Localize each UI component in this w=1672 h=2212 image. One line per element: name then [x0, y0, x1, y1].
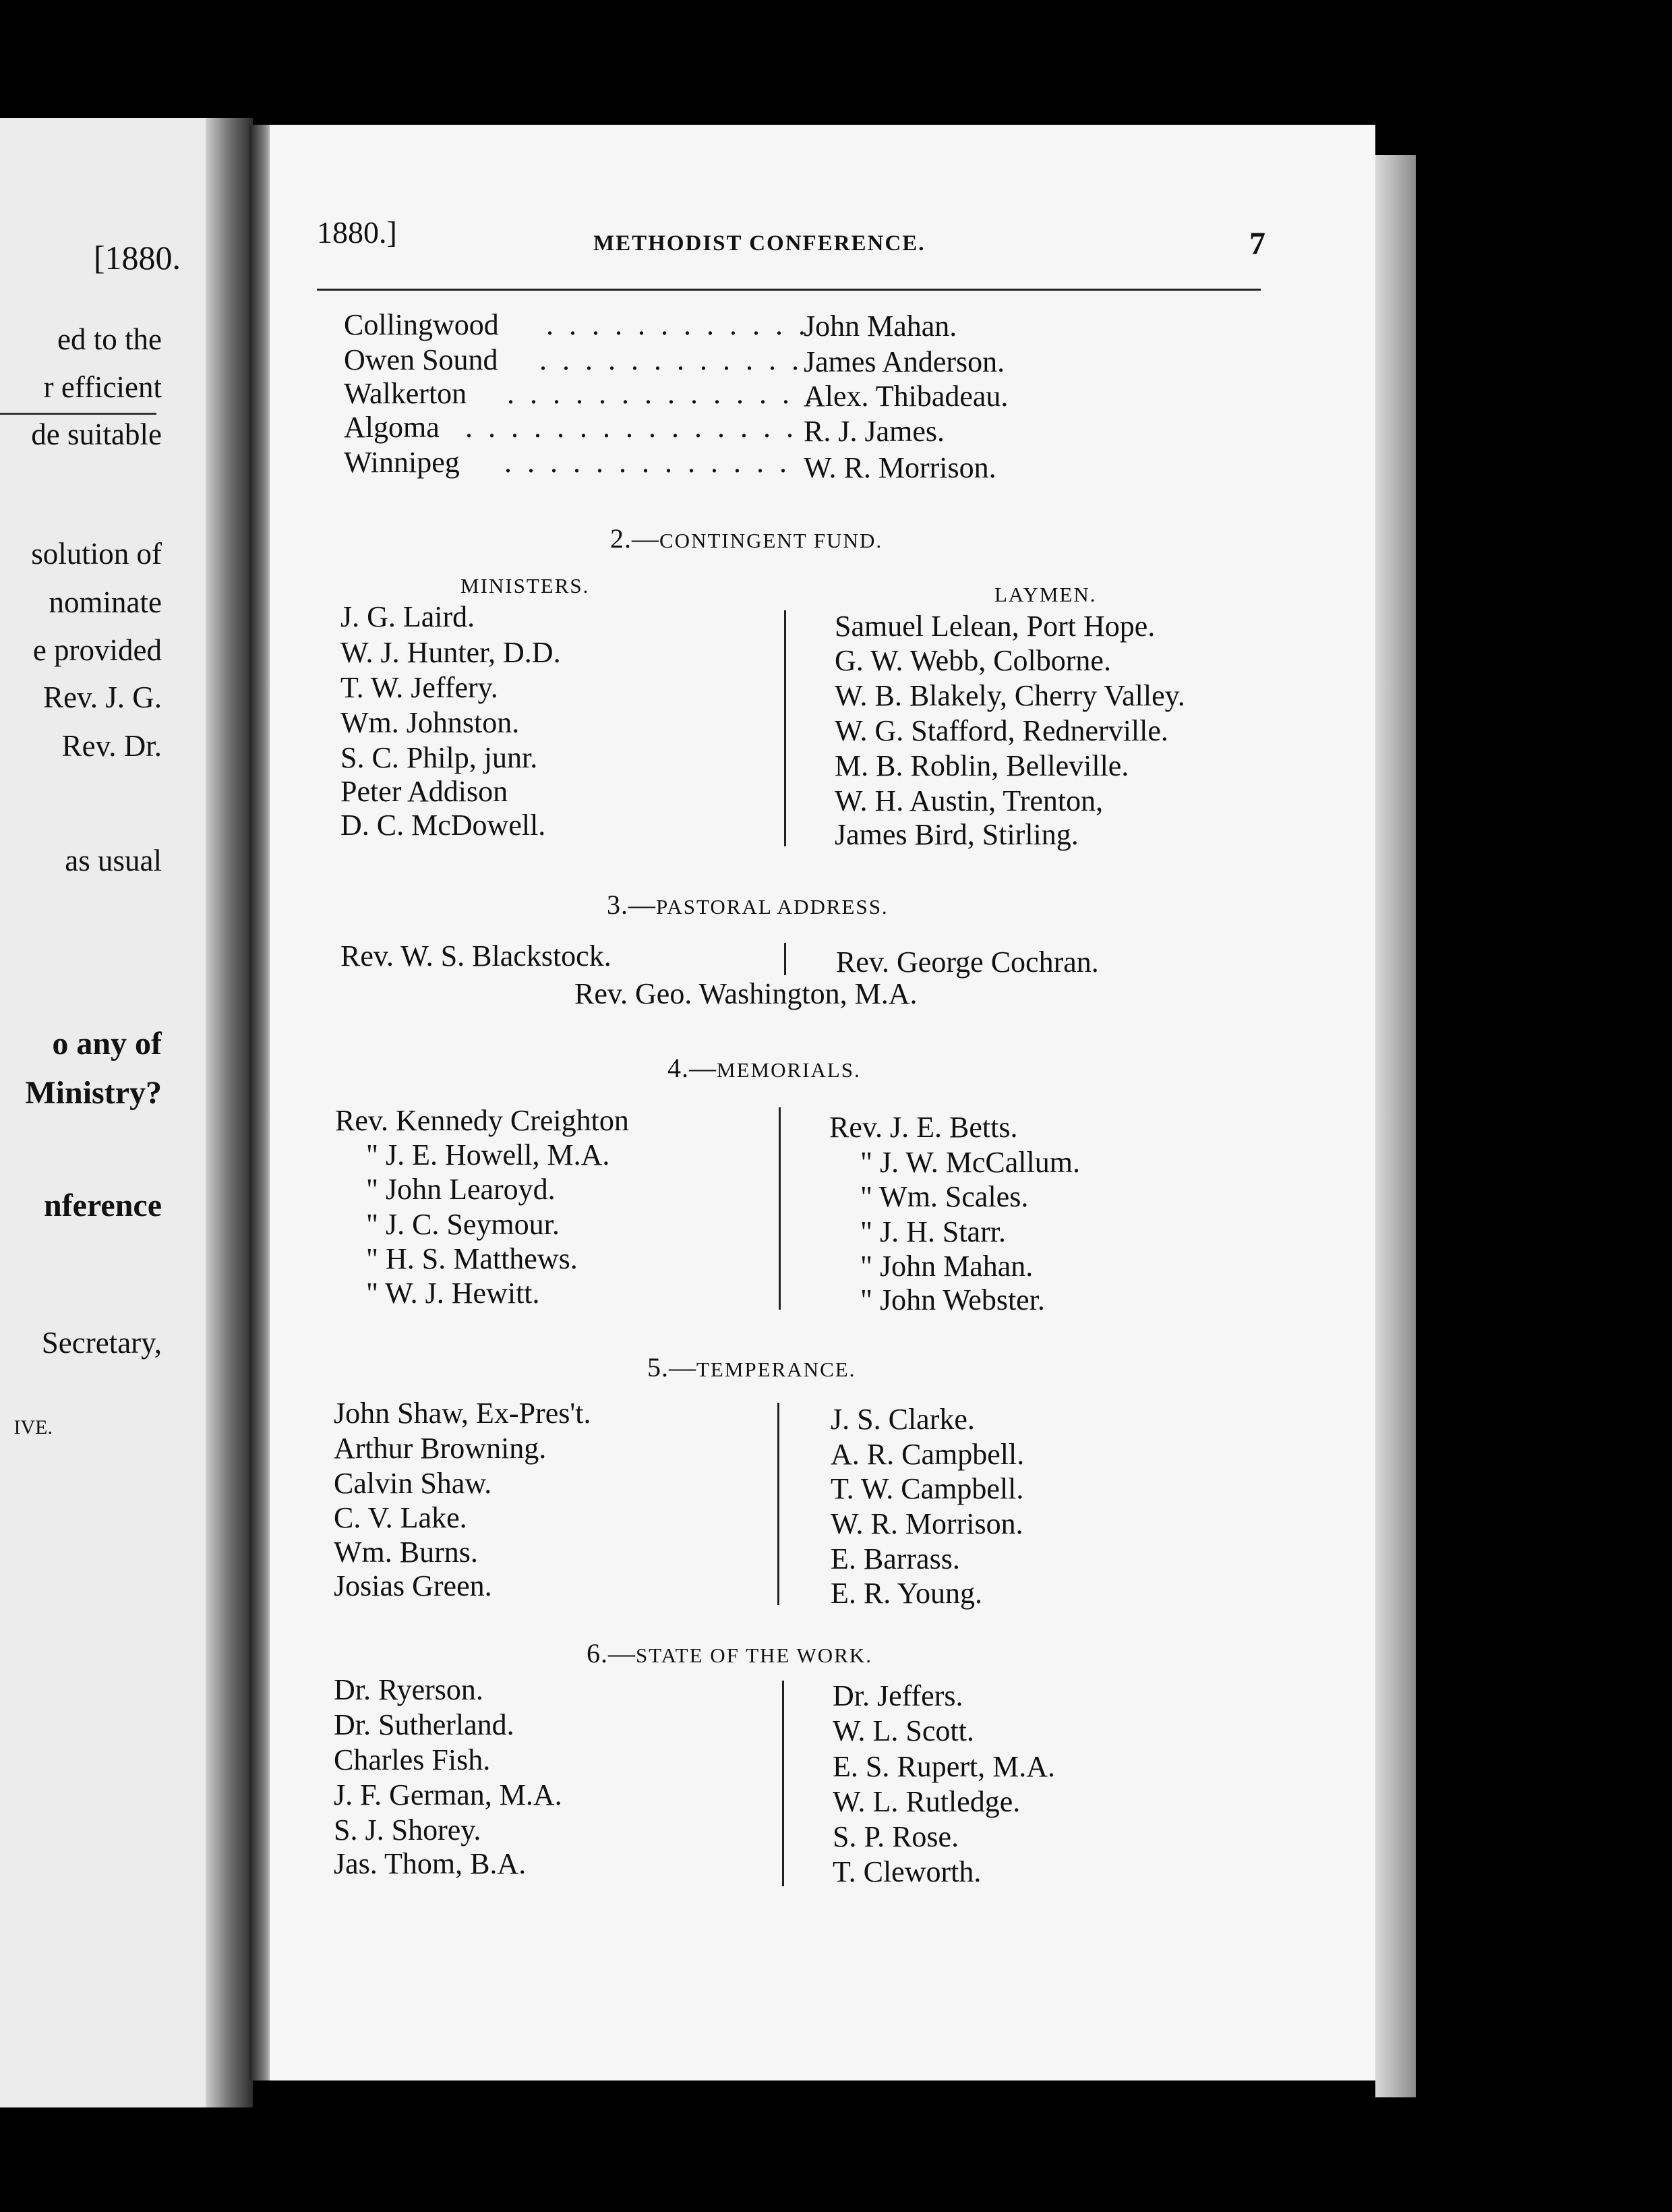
district-chairman: Alex. Thibadeau. [804, 380, 1009, 413]
committee-member: Rev. J. E. Betts. [829, 1111, 1018, 1144]
district-chairman: R. J. James. [804, 415, 945, 448]
left-page-line: Secretary, [41, 1326, 162, 1360]
book-gutter [206, 118, 253, 2107]
committee-member: " Wm. Scales. [860, 1180, 1029, 1213]
committee-member: Rev. George Cochran. [836, 945, 1099, 979]
section-number: 6.— [587, 1638, 636, 1668]
committee-member: Dr. Sutherland. [334, 1708, 514, 1741]
section-number: 2.— [610, 523, 659, 554]
committee-member: " J. E. Howell, M.A. [366, 1138, 610, 1171]
committee-member: " John Webster. [860, 1283, 1045, 1316]
committee-member: A. R. Campbell. [831, 1438, 1025, 1471]
leader-dots: . . . . . . . . . . . . [539, 343, 803, 376]
committee-member: " J. H. Starr. [860, 1215, 1006, 1248]
section-title: STATE OF THE WORK. [636, 1643, 872, 1667]
committee-member: E. S. Rupert, M.A. [833, 1750, 1055, 1783]
column-divider [777, 1403, 779, 1605]
section-heading-pastoral-address [607, 889, 889, 921]
section-heading-memorials [667, 1052, 861, 1084]
left-page-line: de suitable [31, 417, 162, 451]
district-chairman: W. R. Morrison. [804, 451, 996, 484]
district-name: Winnipeg [344, 446, 460, 479]
section-number: 4.— [667, 1053, 717, 1083]
minister-name: T. W. Jeffery. [340, 671, 498, 704]
left-page-line: solution of [31, 537, 162, 571]
layman-name: James Bird, Stirling. [835, 818, 1079, 851]
layman-name: W. H. Austin, Trenton, [835, 784, 1104, 817]
minister-name: D. C. McDowell. [340, 809, 546, 842]
page-number: 7 [1249, 226, 1265, 262]
committee-member: Arthur Browning. [334, 1432, 547, 1465]
section-title: MEMORIALS. [717, 1058, 861, 1082]
committee-member: " H. S. Matthews. [366, 1242, 578, 1275]
committee-member: Dr. Jeffers. [833, 1679, 963, 1712]
district-name: Algoma [344, 411, 440, 444]
committee-member: E. Barrass. [831, 1542, 960, 1575]
layman-name: W. G. Stafford, Rednerville. [835, 714, 1168, 747]
header-year: 1880.] [317, 215, 397, 250]
layman-name: Samuel Lelean, Port Hope. [835, 610, 1156, 643]
section-title: TEMPERANCE. [696, 1358, 856, 1381]
committee-member: John Shaw, Ex-Pres't. [334, 1397, 591, 1430]
committee-member: Calvin Shaw. [334, 1467, 492, 1500]
column-divider [782, 1681, 784, 1886]
left-page-line: o any of [52, 1026, 162, 1061]
committee-member: Rev. W. S. Blackstock. [340, 939, 611, 972]
layman-name: G. W. Webb, Colborne. [835, 644, 1111, 677]
committee-member: W. R. Morrison. [831, 1507, 1023, 1540]
committee-member: Wm. Burns. [334, 1536, 478, 1569]
section-title: CONTINGENT FUND. [659, 529, 883, 552]
minister-name: W. J. Hunter, D.D. [340, 636, 561, 669]
district-name: Collingwood [344, 308, 499, 341]
section-number: 3.— [607, 890, 656, 920]
left-page-line: Ministry? [25, 1075, 162, 1111]
left-page-line: ed to the [57, 322, 162, 356]
committee-member: " W. J. Hewitt. [366, 1277, 540, 1310]
left-page-line: Rev. J. G. [43, 680, 162, 714]
committee-member: E. R. Young. [831, 1577, 982, 1610]
header-title: METHODIST CONFERENCE. [593, 231, 926, 256]
section-number: 5.— [647, 1352, 696, 1382]
committee-member: Charles Fish. [334, 1743, 491, 1776]
left-page-header-year: [1880. [93, 239, 181, 276]
minister-name: J. G. Laird. [340, 600, 475, 633]
committee-member: " John Mahan. [860, 1250, 1034, 1283]
committee-member: " John Learoyd. [366, 1173, 556, 1206]
left-page-line: r efficient [43, 370, 162, 404]
district-name: Owen Sound [344, 343, 498, 376]
page-fore-edge [1375, 155, 1416, 2097]
left-page-line: Rev. Dr. [61, 729, 162, 763]
minister-name: Peter Addison [340, 775, 508, 808]
left-page-line: nominate [49, 585, 162, 619]
committee-member: Jas. Thom, B.A. [334, 1847, 527, 1880]
committee-member: T. Cleworth. [833, 1855, 982, 1888]
committee-member: W. L. Scott. [833, 1714, 974, 1747]
column-divider [779, 1107, 781, 1310]
column-divider [784, 943, 786, 975]
committee-member: Dr. Ryerson. [334, 1673, 483, 1706]
section-heading-temperance [647, 1351, 856, 1383]
district-name: Walkerton [344, 377, 467, 410]
committee-member: Josias Green. [334, 1569, 492, 1602]
leader-dots: . . . . . . . . . . . . . [504, 446, 791, 479]
committee-member: J. S. Clarke. [831, 1403, 975, 1436]
committee-member: S. P. Rose. [833, 1820, 959, 1853]
minister-name: S. C. Philp, junr. [340, 741, 538, 774]
leader-dots: . . . . . . . . . . . . . . . [465, 411, 798, 444]
committee-member: " J. C. Seymour. [366, 1208, 560, 1241]
leader-dots: . . . . . . . . . . . . . . [507, 377, 816, 410]
left-page-rule [0, 413, 156, 415]
section-heading-state-of-the-work [587, 1637, 872, 1669]
district-chairman: James Anderson. [804, 345, 1005, 378]
committee-member: " J. W. McCallum. [860, 1146, 1080, 1179]
left-page-line: e provided [32, 633, 162, 667]
committee-member: Rev. Kennedy Creighton [335, 1104, 629, 1137]
layman-name: M. B. Roblin, Belleville. [835, 749, 1129, 782]
minister-name: Wm. Johnston. [340, 706, 520, 739]
ministers-heading: MINISTERS. [460, 574, 590, 598]
committee-member: W. L. Rutledge. [833, 1785, 1021, 1818]
committee-member: C. V. Lake. [334, 1501, 467, 1534]
section-heading-contingent-fund [610, 523, 883, 554]
column-divider [784, 610, 786, 846]
committee-member: S. J. Shorey. [334, 1813, 481, 1846]
left-page [0, 118, 236, 2107]
district-chairman: John Mahan. [804, 310, 957, 343]
left-page-line: as usual [65, 844, 162, 877]
committee-member: T. W. Campbell. [831, 1472, 1024, 1505]
committee-member: J. F. German, M.A. [334, 1778, 562, 1811]
leader-dots: . . . . . . . . . . . . [546, 308, 810, 341]
laymen-heading: LAYMEN. [994, 583, 1097, 606]
left-page-line: nference [43, 1188, 162, 1223]
left-page-line: IVE. [13, 1416, 53, 1438]
committee-member: Rev. Geo. Washington, M.A. [574, 977, 918, 1010]
section-title: PASTORAL ADDRESS. [656, 895, 889, 919]
header-rule [317, 289, 1261, 291]
layman-name: W. B. Blakely, Cherry Valley. [835, 679, 1185, 712]
